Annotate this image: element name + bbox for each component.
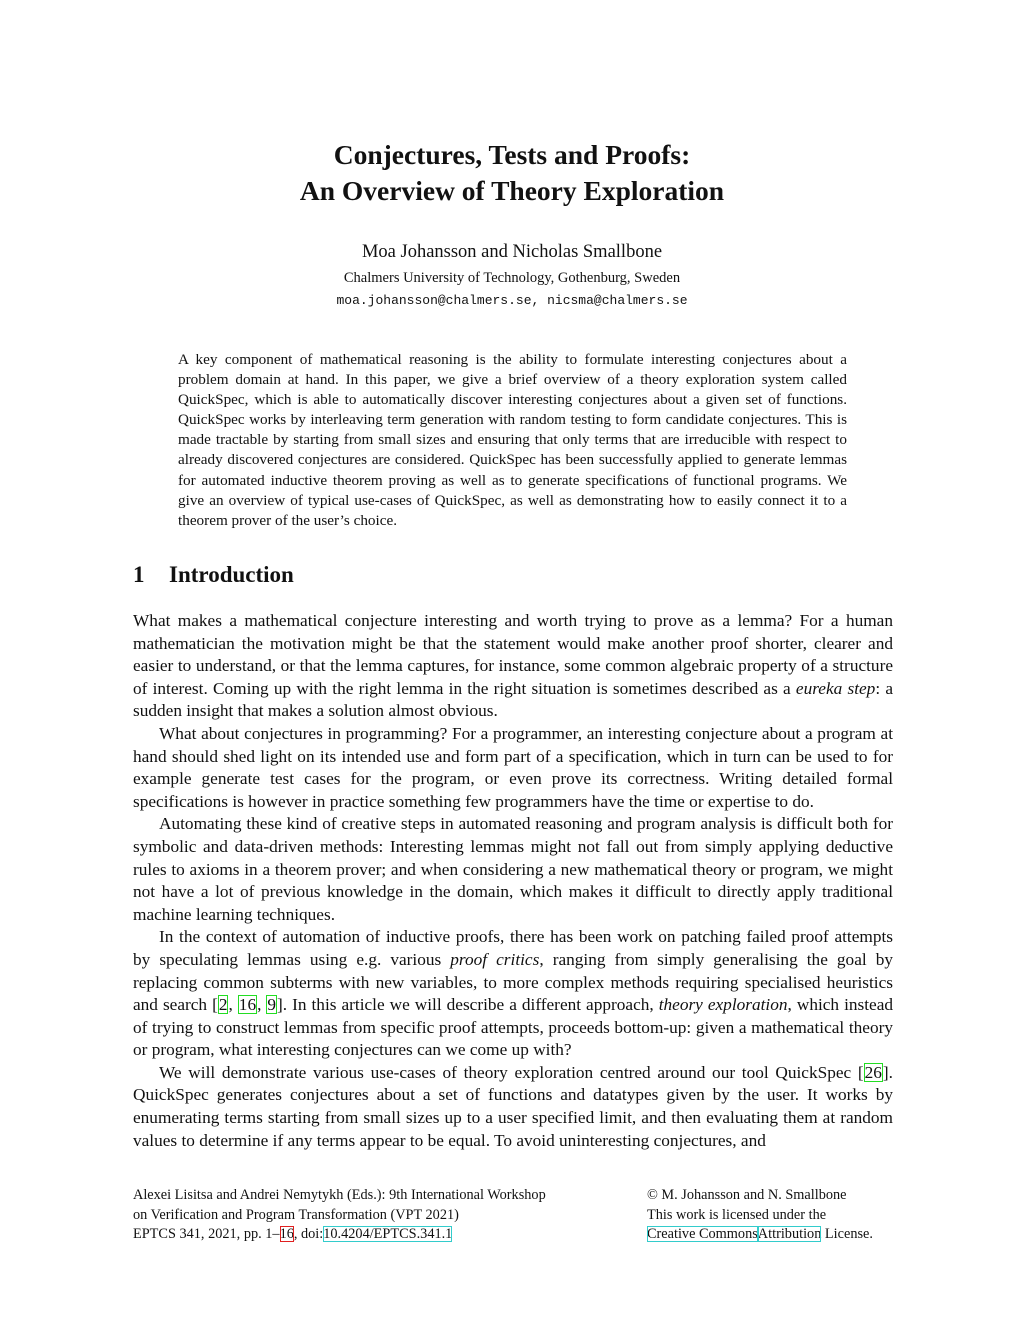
- footer-workshop: on Verification and Program Transformation (VPT 2021): [133, 1206, 459, 1223]
- paper-title: [0, 137, 1024, 209]
- paragraph-3: Automating these kind of creative steps in automated reasoning and program analysis is difficult both for symbolic and data-driven methods: Interesting lemmas might not fall out from simply applying deductive rules to axioms in a theorem prover; and when considering a new mathematical theory or program, we might not have a lot of previous knowledge in the domain, which makes it difficult to directly apply traditional machine learning techniques.: [133, 814, 893, 924]
- section-heading: [133, 562, 294, 588]
- author-emails: moa.johansson@chalmers.se, nicsma@chalmers.se: [336, 293, 688, 308]
- copyright-line: © M. Johansson and N. Smallbone: [647, 1187, 847, 1203]
- citation-link-16[interactable]: 16: [238, 995, 257, 1015]
- creative-commons-link[interactable]: Creative Commons: [647, 1226, 758, 1243]
- footer-editors: Alexei Lisitsa and Andrei Nemytykh (Eds.): 9th International Workshop: [133, 1187, 546, 1203]
- emphasis-proof-critics: proof critics: [450, 949, 540, 969]
- paragraph-2: What about conjectures in programming? For a programmer, an interesting conjecture about a program at hand should shed light on its intended use and form part of a specification, which in turn can be used to for example generate test cases for the program, or even prove its correctness. Writing detailed formal specifications is however in practice something few programmers have the time or expertise to do.: [133, 723, 893, 811]
- section-body: [133, 610, 893, 1152]
- title-line-2: An Overview of Theory Exploration: [299, 175, 725, 206]
- emphasis-theory-exploration: theory exploration: [658, 995, 788, 1015]
- citation-link-2[interactable]: 2: [218, 995, 228, 1015]
- paragraph-4: In the context of automation of inductive proofs, there has been work on patching failed proof attempts by speculating lemmas using e.g. various proof critics, ranging from simply generalising the goal by replacing common subterms with new variables, to more complex methods requiring specialised heuristics and search [2, 16, 9]. In this article we will describe a different approach, theory exploration, which instead of trying to construct lemmas from specific proof attempts, proceeds bottom-up: given a mathematical theory or program, what interesting conjectures can we come up with?: [133, 927, 894, 1060]
- attribution-link[interactable]: Attribution: [757, 1226, 822, 1243]
- section-title: Introduction: [169, 562, 294, 587]
- license-footer: [647, 1186, 917, 1245]
- footer-eptcs: EPTCS 341, 2021, pp. 1–16, doi:10.4204/EPTCS.341.1: [133, 1226, 453, 1243]
- license-links: Creative CommonsAttribution License.: [647, 1226, 873, 1243]
- title-line-1: Conjectures, Tests and Proofs:: [333, 139, 691, 170]
- publication-footer: [133, 1186, 603, 1245]
- paragraph-5: We will demonstrate various use-cases of theory exploration centred around our tool QuickSpec [26]. QuickSpec generates conjectures about a set of functions and datatypes given by the user. It works by enumerating terms starting from small sizes up to a user specified limit, and then evaluating them at random values to determine if any terms appear to be equal. To avoid uninteresting conjectures, and: [133, 1062, 893, 1150]
- citation-link-26[interactable]: 26: [864, 1062, 882, 1082]
- citation-link-9[interactable]: 9: [267, 995, 277, 1015]
- doi-link[interactable]: 10.4204/EPTCS.341.1: [323, 1226, 453, 1243]
- author-list: Moa Johansson and Nicholas Smallbone: [361, 242, 663, 262]
- license-line: This work is licensed under the: [647, 1206, 827, 1223]
- abstract: A key component of mathematical reasoning is the ability to formulate interesting conjectures about a problem domain at hand. In this paper, we give a brief overview of a theory exploration system called QuickSpec, which is able to automatically discover interesting conjectures about a given set of functions. QuickSpec works by interleaving term generation with random testing to form candidate conjectures. This is made tractable by starting from small sizes and ensuring that only terms that are irreducible with respect to already discovered conjectures are considered. QuickSpec has been successfully applied to generate lemmas for automated inductive theorem proving as well as to generate specifications of functional programs. We give an overview of typical use-cases of QuickSpec, as well as demonstrating how to easily connect it to a theorem prover of the user’s choice.: [178, 351, 847, 529]
- emphasis-eureka-step: eureka step: [795, 678, 876, 698]
- last-page-link[interactable]: 16: [279, 1226, 294, 1243]
- affiliation: Chalmers University of Technology, Gothenburg, Sweden: [343, 270, 681, 286]
- section-number: 1: [133, 562, 145, 587]
- paragraph-1: What makes a mathematical conjecture interesting and worth trying to prove as a lemma? For a human mathematician the motivation might be that the statement would make another proof shorter, clearer and easier to understand, or that the lemma captures, for instance, some common algebraic property of a structure of interest. Coming up with the right lemma in the right situation is sometimes described as a eureka step: a sudden insight that makes a solution almost obvious.: [133, 611, 893, 721]
